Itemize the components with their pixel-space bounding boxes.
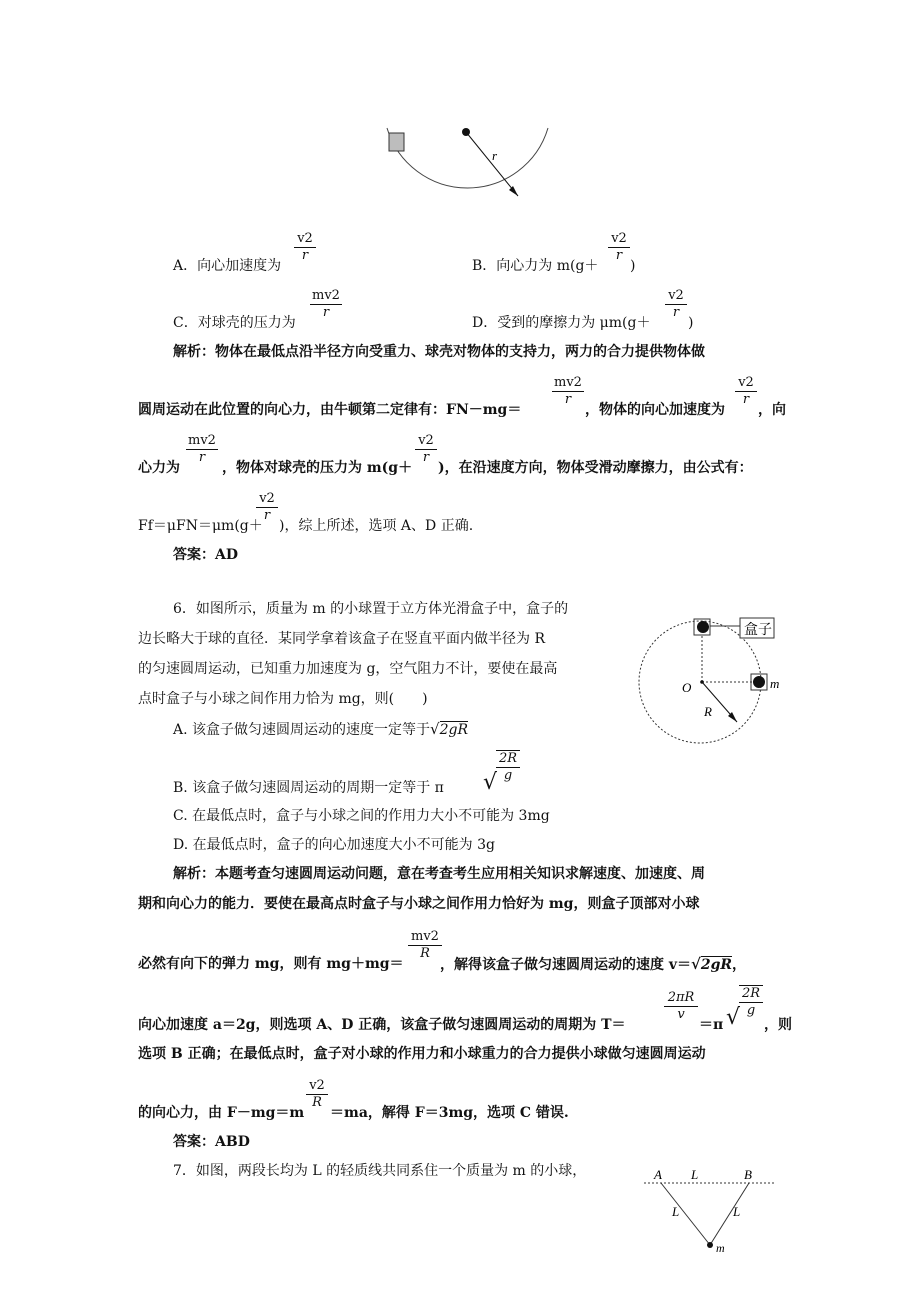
q6-sol4-radical: √ [726,1005,741,1030]
q5-solution-line-3b: ，物体对球壳的压力为 m(g＋ [222,460,413,476]
q5-option-d-fraction: $\frac{v2}{r}$ [665,288,687,321]
q6-solution-line-4c: ，则 [764,1017,792,1033]
mass-label: m [716,1241,725,1255]
ball-right [753,676,765,688]
q5-option-d-tail: ) [688,315,694,331]
q6-stem-line-2: 边长略大于球的直径．某同学拿着该盒子在竖直平面内做半径为 R [138,631,545,647]
q5-option-b-tail: ) [630,258,636,274]
q6-option-b: B. 该盒子做匀速圆周运动的周期一定等于 π [173,780,444,796]
q5-sol3-fraction-1: $\frac{mv2}{r}$ [186,433,218,466]
box-label: 盒子 [744,623,772,638]
radius-label: r [492,148,498,163]
q6-solution-line-3a: 必然有向下的弹力 mg，则有 mg＋mg＝ [138,956,404,972]
q6-option-b-radical: √ [483,770,498,795]
q5-solution-line-2a: 圆周运动在此位置的向心力，由牛顿第二定律有：FN－mg＝ [138,402,522,418]
q6-option-c: C. 在最低点时，盒子与小球之间的作用力大小不可能为 3mg [173,808,550,824]
q6-stem-line-1: 6．如图所示，质量为 m 的小球置于立方体光滑盒子中，盒子的 [173,601,569,617]
q6-sol4-fraction: $\frac{2\pi R}{v}$ [664,990,698,1023]
q6-answer: 答案：ABD [173,1134,250,1150]
q5-answer: 答案：AD [173,547,239,563]
q5-option-b: B．向心力为 m(g＋ [472,258,599,274]
q6-solution-line-2: 期和向心力的能力．要使在最高点时盒子与小球之间作用力恰好为 mg，则盒子顶部对小球 [138,896,700,912]
ball-top [697,621,709,633]
q6-solution-line-3b: ，解得该盒子做匀速圆周运动的速度 v＝√2gR， [440,955,747,973]
q5-option-a: A．向心加速度为 [173,258,282,274]
q6-solution-line-6a: 的向心力，由 F－mg＝m [138,1105,305,1121]
q6-solution-line-4b: ＝π [699,1017,724,1033]
q5-solution-line-4a: Ff＝μFN＝μm(g＋ [138,518,263,534]
q6-option-d: D. 在最低点时，盒子的向心加速度大小不可能为 3g [173,837,495,853]
center-label: O [682,680,692,695]
q5-solution-line-2c: ，向 [758,402,786,418]
q6-sol3-fraction: $\frac{mv2}{R}$ [408,929,442,962]
q6-stem-line-3: 的匀速圆周运动，已知重力加速度为 g，空气阻力不计，要使在最高 [138,661,558,677]
q5-sol4-fraction: $\frac{v2}{r}$ [256,491,278,524]
q6-solution-line-5: 选项 B 正确；在最低点时，盒子对小球的作用力和小球重力的合力提供小球做匀速圆周运动 [138,1046,706,1062]
right-length-label: L [733,1204,741,1219]
q5-sol2-fraction-2: $\frac{v2}{r}$ [735,375,757,408]
q5-solution-line-4b: )，综上所述，选项 A、D 正确. [279,518,474,534]
q7-stem-line-1: 7．如图，两段长均为 L 的轻质线共同系住一个质量为 m 的小球， [173,1163,587,1179]
radius-label: R [704,704,712,719]
q5-option-c-fraction: $\frac{mv2}{r}$ [310,288,342,321]
left-length-label: L [672,1204,680,1219]
point-b-label: B [744,1167,752,1182]
box-circle-figure [636,610,806,750]
string-figure [640,1160,790,1260]
q5-option-b-fraction: $\frac{v2}{r}$ [608,231,630,264]
q6-solution-line-6b: ＝ma，解得 F＝3mg，选项 C 错误. [330,1105,569,1121]
q6-sol6-fraction: $\frac{v2}{R}$ [306,1078,328,1111]
block [389,133,404,151]
point-a-label: A [654,1167,662,1182]
shell-figure [380,120,560,250]
q6-option-a: A. 该盒子做匀速圆周运动的速度一定等于√2gR [173,720,468,738]
q5-sol3-fraction-2: $\frac{v2}{r}$ [415,433,437,466]
ball [707,1242,713,1248]
q6-solution-line-4a: 向心加速度 a＝2g，则选项 A、D 正确，该盒子做匀速圆周运动的周期为 T＝ [138,1017,626,1033]
q6-option-b-fraction: $\frac{2R}{g}$ [496,750,520,784]
q5-option-d: D．受到的摩擦力为 μm(g＋ [472,315,651,331]
q5-option-c: C．对球壳的压力为 [173,315,296,331]
q5-solution-line-2b: ，物体的向心加速度为 [585,402,725,418]
mass-label: m [770,676,780,691]
top-length-label: L [691,1167,699,1182]
q5-solution-line-1: 解析：物体在最低点沿半径方向受重力、球壳对物体的支持力，两力的合力提供物体做 [173,344,705,360]
q6-stem-line-4: 点时盒子与小球之间作用力恰为 mg，则( ) [138,691,428,707]
q6-solution-line-1: 解析：本题考查匀速圆周运动问题，意在考查考生应用相关知识求解速度、加速度、周 [173,866,705,882]
q5-option-a-fraction: $\frac{v2}{r}$ [294,231,316,264]
q6-sol4-radical-fraction: $\frac{2R}{g}$ [739,985,763,1019]
q5-solution-line-3a: 心力为 [138,460,180,476]
q5-solution-line-3c: )，在沿速度方向，物体受滑动摩擦力，由公式有： [438,460,753,476]
q5-sol2-fraction-1: $\frac{mv2}{r}$ [552,375,584,408]
